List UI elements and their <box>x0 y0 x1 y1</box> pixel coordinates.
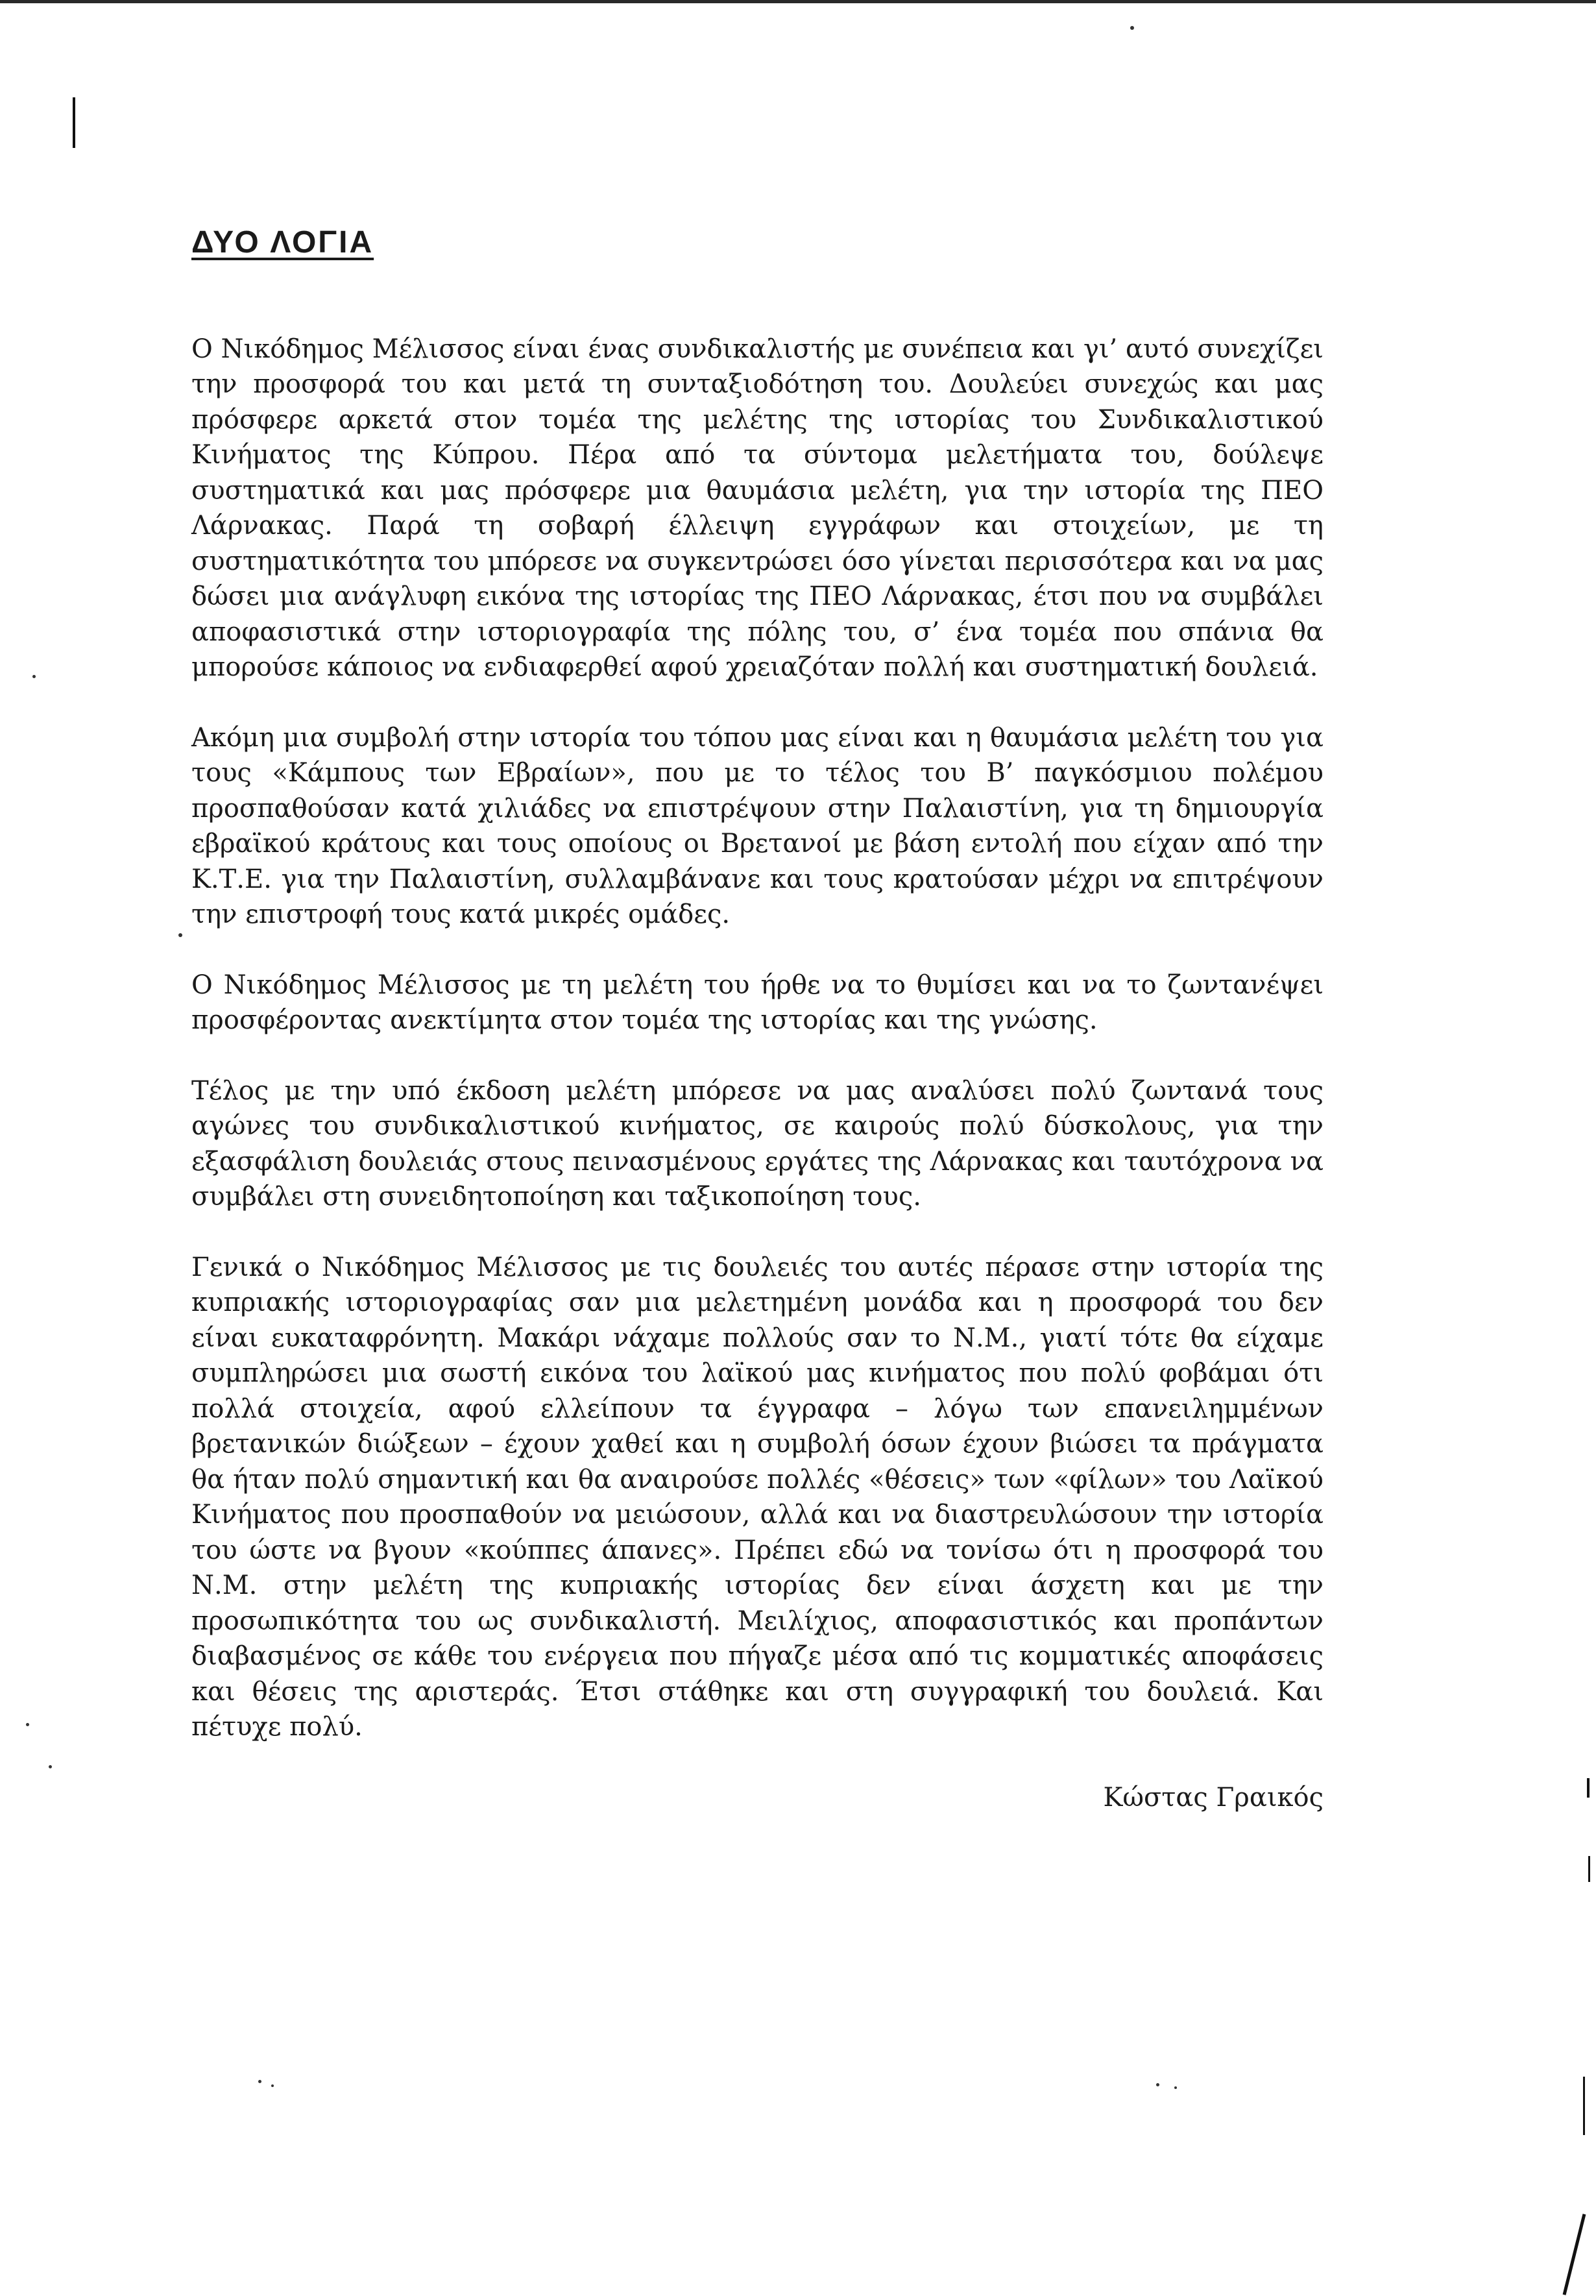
scan-speck <box>271 2084 274 2087</box>
paragraph-4: Τέλος με την υπό έκδοση μελέτη μπόρεσε να μας αναλύσει πολύ ζωντανά τους αγώνες του συνδικαλιστικού κινήματος, σε καιρούς πολύ δύσκολους, για την εξασφάλιση δουλειάς στους πεινασμένους εργάτες της Λάρνακας και ταυτόχρονα να συμβάλει στη συνειδητοποίηση και ταξικοποίηση τους. <box>191 1075 1324 1212</box>
paragraph-5: Γενικά ο Νικόδημος Μέλισσος με τις δουλειές του αυτές πέρασε στην ιστορία της κυπριακής ιστοριογραφίας σαν μια μελετημένη μονάδα και η προσφορά του δεν είναι ευκαταφρόνητη. Μακάρι νάχαμε πολλούς σαν το Ν.Μ., γιατί τότε θα είχαμε συμπληρώσει μια σωστή εικόνα του λαϊκού μας κινήματος που πολύ φοβάμαι ότι πολλά στοιχεία, αφού ελλείπουν τα έγγραφα – λόγω των επανειλημμένων βρετανικών διώξεων – έχουν χαθεί και η συμβολή όσων έχουν βιώσει τα πράγματα θα ήταν πολύ σημαντική και θα αναιρούσε πολλές «θέσεις» των «φίλων» του Λαϊκού Κινήματος που προσπαθούν να μειώσουν, αλλά και να διαστρευλώσουν την ιστορία του ώστε να βγουν «κούππες άπανες». Πρέπει εδώ να τονίσω ότι η προσφορά του Ν.Μ. στην μελέτη της κυπριακής ιστορίας δεν είναι άσχετη και με την προσωπικότητα του ως συνδικαλιστή. Μειλίχιος, αποφασιστικός και προπάντων διαβασμένος σε κάθε του ενέργεια που πήγαζε μέσα από τις κομματικές αποφάσεις και θέσεις της αριστεράς. Έτσι στάθηκε και στη συγγραφική του δουλειά. Και πέτυχε πολύ. <box>191 1252 1324 1742</box>
scan-mark-right <box>1587 1778 1590 1798</box>
scan-speck <box>49 1765 52 1768</box>
document-page <box>191 224 1324 1815</box>
paragraph-2: Ακόμη μια συμβολή στην ιστορία του τόπου μας είναι και η θαυμάσια μελέτη του για τους «Κάμπους των Εβραίων», που με το τέλος του Β’ παγκόσμιου πολέμου προσπαθούσαν κατά χιλιάδες να επιστρέψουν στην Παλαιστίνη, για τη δημιουργία εβραϊκού κράτους και τους οποίους οι Βρετανοί με βάση εντολή που είχαν από την Κ.Τ.Ε. για την Παλαιστίνη, συλλαμβάνανε και τους κρατούσαν μέχρι να επιτρέψουν την επιστροφή τους κατά μικρές ομάδες. <box>191 722 1324 930</box>
scan-speck <box>178 933 182 937</box>
scan-speck <box>1174 2086 1177 2089</box>
scan-speck <box>26 1723 29 1726</box>
scan-speck <box>258 2080 261 2083</box>
paragraph-1: Ο Νικόδημος Μέλισσος είναι ένας συνδικαλιστής με συνέπεια και γι’ αυτό συνεχίζει την προσφορά του και μετά τη συνταξιοδότηση του. Δουλεύει συνεχώς και μας πρόσφερε αρκετά στον τομέα της μελέτης της ιστορίας του Συνδικαλιστικού Κινήματος της Κύπρου. Πέρα από τα σύντομα μελετήματα του, δούλεψε συστηματικά και μας πρόσφερε μια θαυμάσια μελέτη, για την ιστορία της ΠΕΟ Λάρνακας. Παρά τη σοβαρή έλλειψη εγγράφων και στοιχείων, με τη συστηματικότητα του μπόρεσε να συγκεντρώσει όσο γίνεται περισσότερα και να μας δώσει μια ανάγλυφη εικόνα της ιστορίας της ΠΕΟ Λάρνακας, έτσι που να συμβάλει αποφασιστικά στην ιστοριογραφία της πόλης του, σ’ ένα τομέα που σπάνια θα μπορούσε κάποιος να ενδιαφερθεί αφού χρειαζόταν πολλή και συστηματική δουλειά. <box>191 334 1324 683</box>
scan-speck <box>1156 2083 1159 2086</box>
scan-mark-right <box>1563 2214 1586 2295</box>
scan-mark-right <box>1583 2077 1585 2135</box>
scan-mark-right <box>1588 1856 1590 1882</box>
scan-speck <box>1130 26 1134 30</box>
document-title: ΔΥΟ ΛΟΓΙΑ <box>191 225 374 260</box>
paragraph-3: Ο Νικόδημος Μέλισσος με τη μελέτη του ήρθε να το θυμίσει και να το ζωντανέψει προσφέροντας ανεκτίμητα στον τομέα της ιστορίας και της γνώσης. <box>191 970 1324 1036</box>
scan-mark-left <box>73 97 75 148</box>
author-signature: Κώστας Γραικός <box>1103 1782 1324 1813</box>
scan-speck <box>32 675 36 678</box>
scan-top-edge <box>0 0 1596 3</box>
